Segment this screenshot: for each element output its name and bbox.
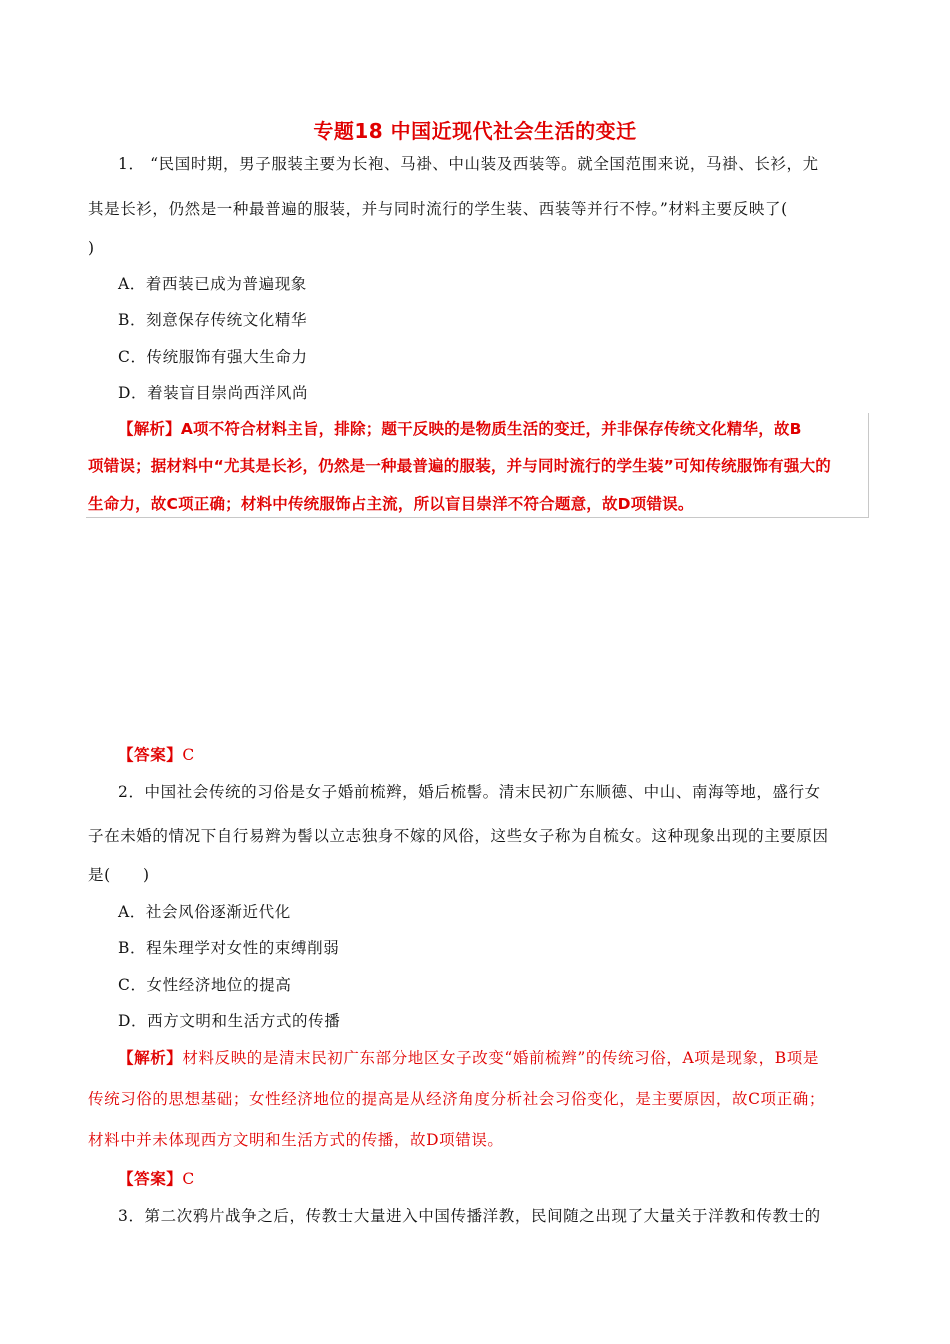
q3-stem-line-1: 3．第二次鸦片战争之后，传教士大量进入中国传播洋教，民间随之出现了大量关于洋教和传教士的 <box>118 1207 821 1225</box>
q1-option-a: A．着西装已成为普遍现象 <box>118 275 307 293</box>
q2-analysis-line-2: 传统习俗的思想基础；女性经济地位的提高是从经济角度分析社会习俗变化，是主要原因，故C项正确； <box>88 1090 825 1108</box>
q1-answer-value: C <box>182 746 195 764</box>
q1-option-b: B．刻意保存传统文化精华 <box>118 311 308 329</box>
q2-analysis-label: 【解析】 <box>118 1048 183 1067</box>
q2-option-c: C．女性经济地位的提高 <box>118 976 292 994</box>
q1-analysis-line-3: 生命力，故C项正确；材料中传统服饰占主流，所以盲目崇洋不符合题意，故D项错误。 <box>88 495 694 513</box>
q1-analysis-line-1 <box>118 419 908 439</box>
q1-analysis-text-1: A项不符合材料主旨，排除；题干反映的是物质生活的变迁，并非保存传统文化精华，故B <box>180 420 802 438</box>
q2-option-a: A．社会风俗逐渐近代化 <box>118 903 291 921</box>
q2-answer-label: 【答案】 <box>118 1169 183 1188</box>
page-title: 专题18 中国近现代社会生活的变迁 <box>313 119 637 143</box>
q1-answer-label: 【答案】 <box>118 745 183 764</box>
q1-stem-line-2: 其是长衫，仍然是一种最普遍的服装，并与同时流行的学生装、西装等并行不悖。”材料主要反映了( <box>88 200 788 218</box>
q1-option-d: D．着装盲目崇尚西洋风尚 <box>118 384 309 402</box>
q2-analysis-line-1 <box>118 1048 908 1068</box>
q1-analysis-line-2: 项错误；据材料中“尤其是长衫，仍然是一种最普遍的服装，并与同时流行的学生装”可知传统服饰有强大的 <box>88 457 831 475</box>
q2-stem-line-1: 2．中国社会传统的习俗是女子婚前梳辫，婚后梳髻。清末民初广东顺德、中山、南海等地，盛行女 <box>118 783 821 801</box>
q2-stem-line-2: 子在未婚的情况下自行易辫为髻以立志独身不嫁的风俗，这些女子称为自梳女。这种现象出现的主要原因 <box>88 827 829 845</box>
q2-option-d: D．西方文明和生活方式的传播 <box>118 1012 341 1030</box>
q2-analysis-line-3: 材料中并未体现西方文明和生活方式的传播，故D项错误。 <box>88 1131 504 1149</box>
q2-stem-line-3: 是( ) <box>88 866 150 884</box>
q2-answer <box>118 1169 908 1189</box>
q1-analysis-label: 【解析】 <box>118 420 181 438</box>
q1-answer <box>118 745 908 765</box>
q2-option-b: B．程朱理学对女性的束缚削弱 <box>118 939 340 957</box>
q2-answer-value: C <box>182 1170 195 1188</box>
q1-stem-line-3: ) <box>88 239 95 257</box>
q1-option-c: C．传统服饰有强大生命力 <box>118 348 308 366</box>
q1-stem-line-1: 1． “民国时期，男子服装主要为长袍、马褂、中山装及西装等。就全国范围来说，马褂、长衫，尤 <box>118 155 819 173</box>
q2-analysis-text-1: 材料反映的是清末民初广东部分地区女子改变“婚前梳辫”的传统习俗，A项是现象，B项是 <box>182 1049 819 1067</box>
